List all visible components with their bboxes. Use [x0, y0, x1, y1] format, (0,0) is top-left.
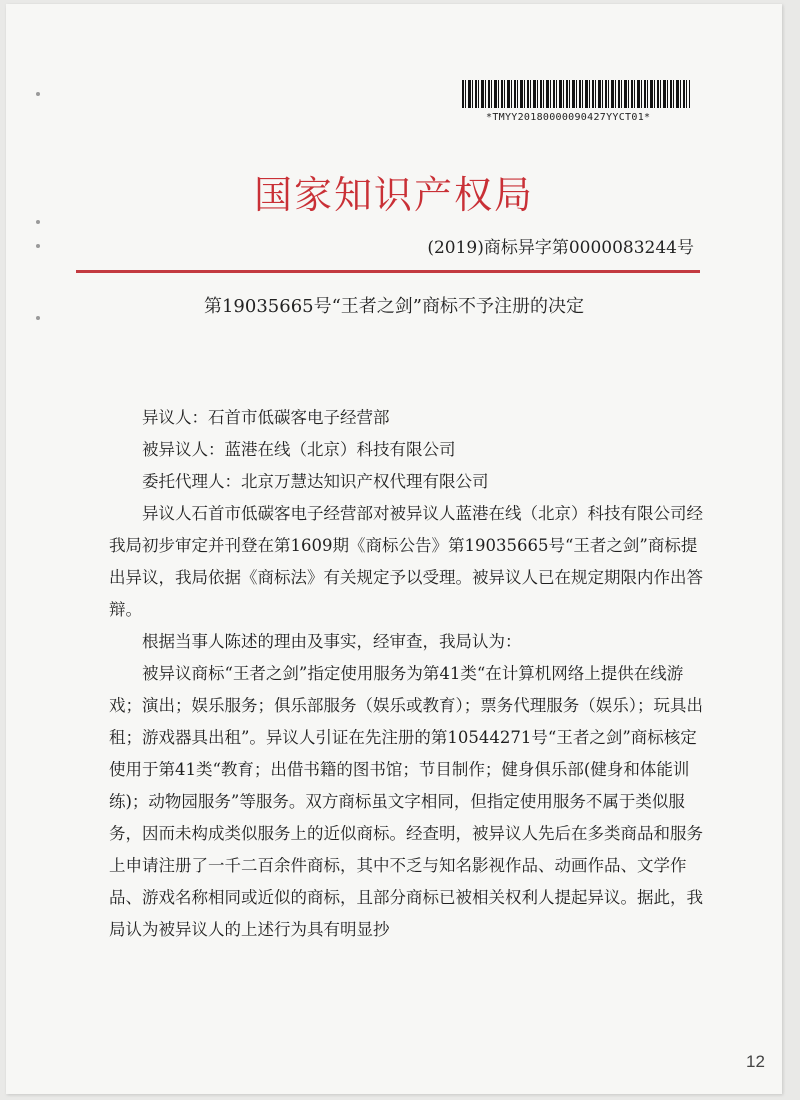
punch-hole-mark [36, 244, 40, 248]
office-title: 国家知识产权局 [253, 173, 534, 217]
barcode [462, 80, 690, 108]
body-paragraph: 异议人石首市低碳客电子经营部对被异议人蓝港在线（北京）科技有限公司经我局初步审定并刊登在第1609期《商标公告》第19035665号“王者之剑”商标提出异议，我局依据《商标法》有关规定予以受理。被异议人已在规定期限内作出答辩。 [109, 504, 703, 619]
body-paragraph: 根据当事人陈述的理由及事实，经审查，我局认为： [142, 632, 522, 651]
decision-title: 第19035665号“王者之剑”商标不予注册的决定 [203, 296, 585, 317]
body-paragraph: 被异议商标“王者之剑”指定使用服务为第41类“在计算机网络上提供在线游戏；演出；娱乐服务；俱乐部服务（娱乐或教育）；票务代理服务（娱乐）；玩具出租；游戏器具出租”。异议人引证在先注册的第10544271号“王者之剑”商标核定使用于第41类“教育；出借书籍的图书馆；节目制作；健身俱乐部(健身和体能训练)；动物园服务”等服务。双方商标虽文字相同，但指定使用服务不属于类似服务，因而未构成类似服务上的近似商标。经查明，被异议人先后在多类商品和服务上申请注册了一千二百余件商标，其中不乏与知名影视作品、动画作品、文学作品、游戏名称相同或近似的商标，且部分商标已被相关权利人提起异议。据此，我局认为被异议人的上述行为具有明显抄 [109, 664, 703, 939]
opposed-party-line: 被异议人：蓝港在线（北京）科技有限公司 [142, 440, 456, 459]
page-number: 12 [746, 1052, 765, 1071]
document-page [6, 4, 782, 1094]
agent-line: 委托代理人：北京万慧达知识产权代理有限公司 [142, 472, 489, 491]
opponent-line: 异议人：石首市低碳客电子经营部 [142, 408, 390, 427]
red-divider [76, 270, 700, 273]
document-number: (2019)商标异字第0000083244号 [427, 238, 694, 258]
punch-hole-mark [36, 220, 40, 224]
punch-hole-mark [36, 92, 40, 96]
barcode-text: *TMYY20180000090427YYCT01* [486, 112, 651, 123]
document-body [109, 402, 704, 946]
